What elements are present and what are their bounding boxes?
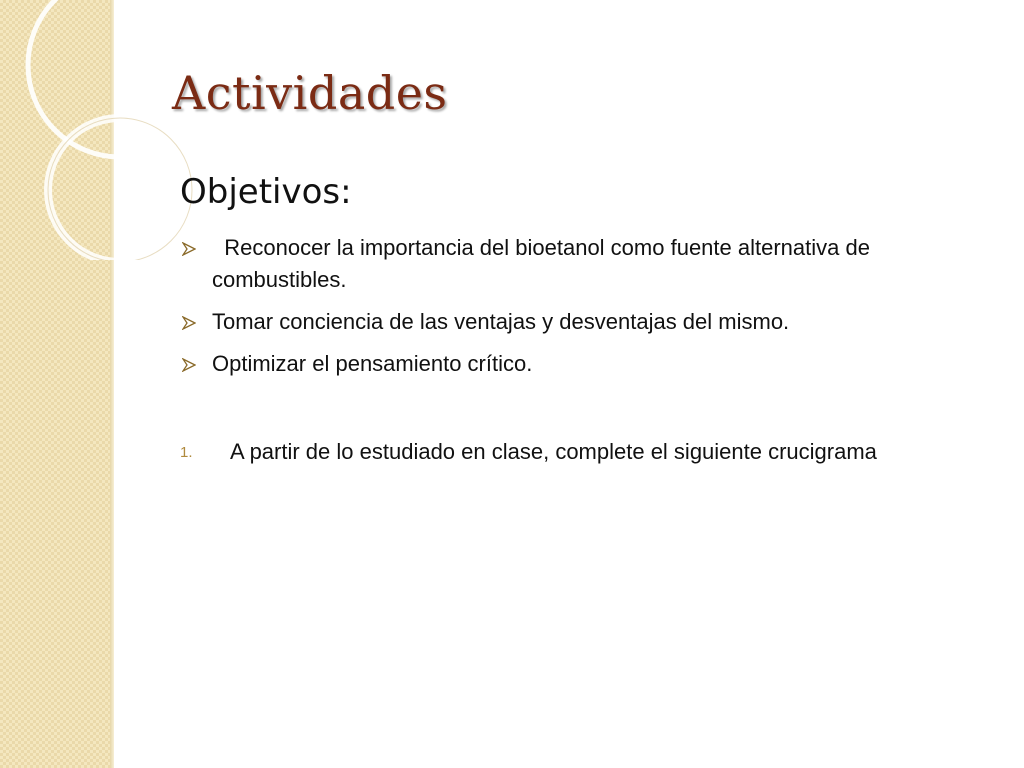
list-item: [180, 348, 980, 380]
activity-text: A partir de lo estudiado en clase, complete el siguiente crucigrama: [230, 439, 877, 464]
bullet-text: Optimizar el pensamiento crítico.: [212, 351, 533, 376]
objectives-heading: Objetivos:: [180, 172, 352, 212]
arrow-bullet-icon: [182, 316, 196, 330]
decorative-rings: [0, 0, 200, 260]
objectives-list: [180, 232, 980, 390]
list-item: [180, 232, 980, 296]
bullet-text: Reconocer la importancia del bioetanol como fuente alternativa de combustibles.: [212, 235, 877, 292]
slide-title: Actividades: [172, 66, 448, 120]
bullet-text: Tomar conciencia de las ventajas y desventajas del mismo.: [212, 309, 790, 334]
arrow-bullet-icon: [182, 242, 196, 256]
list-item: [180, 306, 980, 338]
arrow-bullet-icon: [182, 358, 196, 372]
list-item: [180, 436, 960, 468]
activity-list: [180, 436, 960, 468]
list-number: 1.: [180, 444, 193, 461]
